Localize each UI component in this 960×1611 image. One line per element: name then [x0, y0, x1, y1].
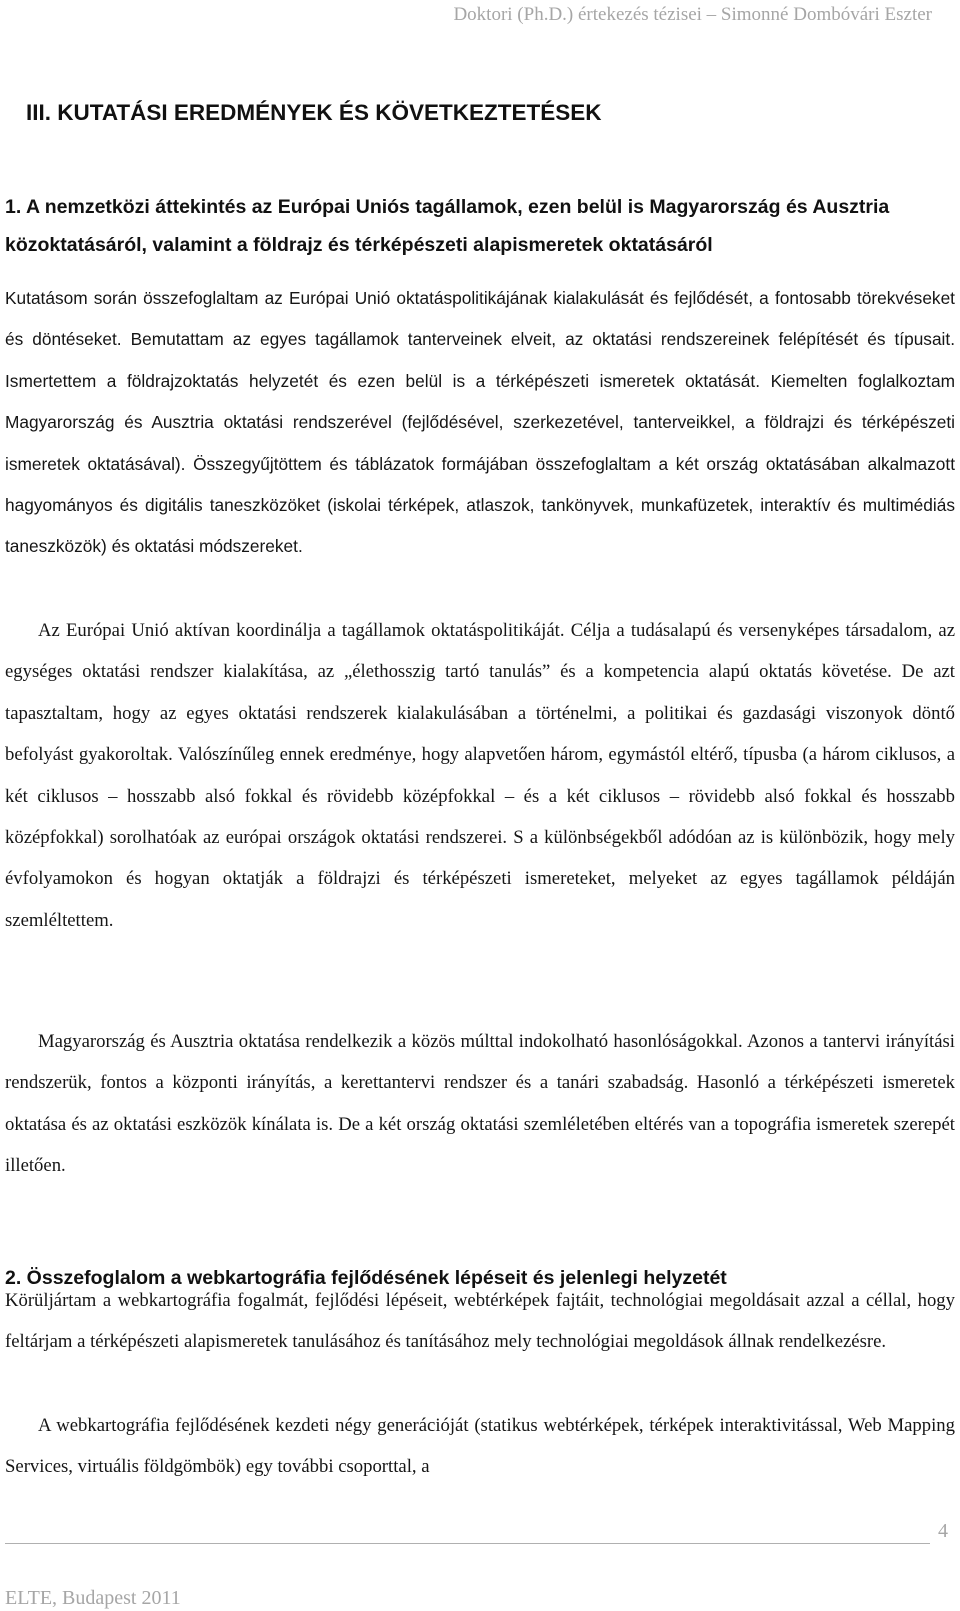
section-2-paragraph-1: Körüljártam a webkartográfia fogalmát, fejlődési lépéseit, webtérképek fajtáit, technológiai megoldásait azzal a céllal, hogy feltárjam a térképészeti alapismeretek tanulásához és tanításához mely technológiai megoldások állnak rendelkezésre. [5, 1290, 955, 1353]
section-1-paragraph-3: Magyarország és Ausztria oktatása rendelkezik a közös múlttal indokolható hasonlóságokkal. Azonos a tantervi irányítási rendszerük, fontos a központi irányítás, a kerettantervi rendszer és a tanári szabadság. Hasonló a térképészeti ismeretek oktatása és az oktatási eszközök kínálata is. De a két ország oktatási szemléletében eltérés van a topográfia ismeretek szerepét illetően. [5, 1031, 955, 1177]
running-header: Doktori (Ph.D.) értekezés tézisei – Simonné Dombóvári Eszter [453, 4, 932, 25]
section-1-title: 1. A nemzetközi áttekintés az Európai Uniós tagállamok, ezen belül is Magyarország és Ausztria közoktatásáról, valamint a földrajz és térképészeti alapismeretek oktatásáról [5, 196, 890, 256]
footer-divider [5, 1543, 930, 1544]
section-1-paragraph-1: Kutatásom során összefoglaltam az Európai Unió oktatáspolitikájának kialakulását és fejlődését, a fontosabb törekvéseket és döntéseket. Bemutattam az egyes tagállamok tanterveinek elveit, az oktatási rendszereinek felépítését és típusait. Ismertettem a földrajzoktatás helyzetét és ezen belül is a térképészeti ismeretek oktatását. Kiemelten foglalkoztam Magyarország és Ausztria oktatási rendszerével (fejlődésével, szerkezetével, tanterveikkel, a földrajzi és térképészeti ismeretek oktatásával). Összegyűjtöttem és táblázatok formájában összefoglaltam a két ország oktatásában alkalmazott hagyományos és digitális taneszközöket (iskolai térképek, atlaszok, tankönyvek, munkafüzetek, interaktív és multimédiás taneszközök) és oktatási módszereket. [5, 288, 955, 557]
footer-institution: ELTE, Budapest 2011 [5, 1587, 181, 1609]
section-2-title: 2. Összefoglalom a webkartográfia fejlődésének lépéseit és jelenlegi helyzetét [5, 1267, 727, 1289]
section-2-paragraph-2: A webkartográfia fejlődésének kezdeti négy generációját (statikus webtérképek, térképek interaktivitással, Web Mapping Services, virtuális földgömbök) egy további csoporttal, a [5, 1415, 955, 1478]
page-number: 4 [938, 1520, 948, 1542]
chapter-title: III. KUTATÁSI EREDMÉNYEK ÉS KÖVETKEZTETÉSEK [26, 100, 602, 125]
section-1-paragraph-2: Az Európai Unió aktívan koordinálja a tagállamok oktatáspolitikáját. Célja a tudásalapú és versenyképes társadalom, az egységes oktatási rendszer kialakítása, az „élethosszig tartó tanulás” és a kompetencia alapú oktatás követése. De azt tapasztaltam, hogy az egyes oktatási rendszerek kialakulásában a történelmi, a politikai és gazdasági viszonyok döntő befolyást gyakoroltak. Valószínűleg ennek eredménye, hogy alapvetően három, egymástól eltérő, típusba (a három ciklusos, a két ciklusos – hosszabb alsó fokkal és rövidebb középfokkal – és a két ciklusos – rövidebb alsó fokkal és hosszabb középfokkal) sorolhatóak az európai országok oktatási rendszerei. S a különbségekből adódóan az is különbözik, hogy mely évfolyamokon és hogyan oktatják a földrajzi és térképészeti ismereteket, melyeket az egyes tagállamok példáján szemléltettem. [5, 620, 955, 931]
